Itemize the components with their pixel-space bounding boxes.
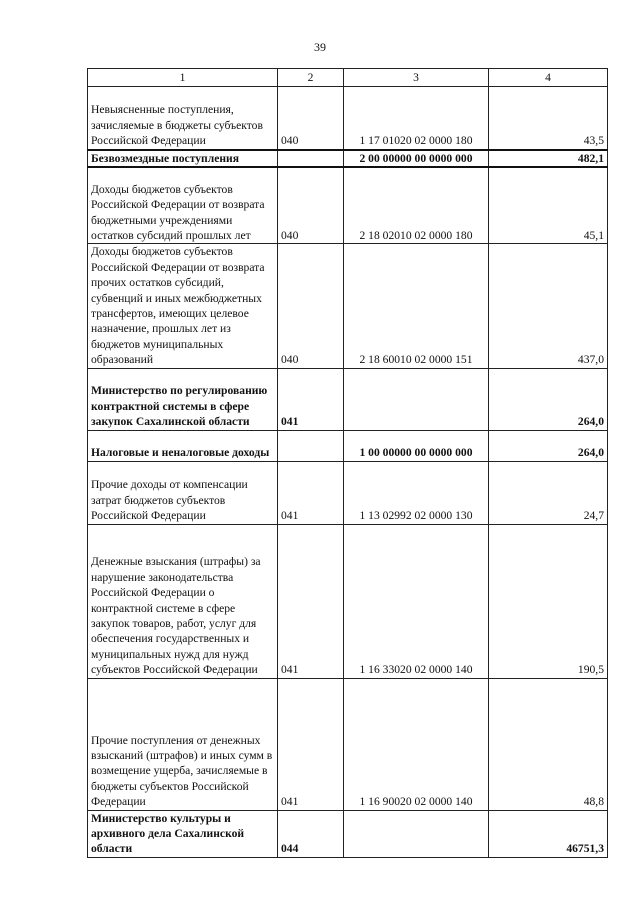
- row-admin-code: 041: [278, 368, 344, 430]
- header-col-4: 4: [489, 69, 608, 87]
- table-row: [88, 810, 608, 857]
- row-admin-code: 040: [278, 87, 344, 150]
- row-amount: 190,5: [489, 524, 608, 678]
- row-description: Налоговые и неналоговые доходы: [88, 430, 278, 461]
- row-budget-code: 2 18 60010 02 0000 151: [344, 244, 489, 368]
- row-budget-code: [344, 368, 489, 430]
- row-description: Безвозмездные поступления: [88, 150, 278, 167]
- table-row: [88, 368, 608, 430]
- row-amount: 45,1: [489, 167, 608, 244]
- row-budget-code: 1 00 00000 00 0000 000: [344, 430, 489, 461]
- row-amount: 437,0: [489, 244, 608, 368]
- row-budget-code: 1 13 02992 02 0000 130: [344, 461, 489, 524]
- row-budget-code: 1 16 90020 02 0000 140: [344, 678, 489, 810]
- row-admin-code: [278, 430, 344, 461]
- table-row: [88, 244, 608, 368]
- row-description: Прочие поступления от денежных взысканий (штрафов) и иных сумм в возмещение ущерба, зачисляемые в бюджеты субъектов Российской Федерации: [88, 678, 278, 810]
- page-number: 39: [314, 40, 326, 54]
- row-description: Прочие доходы от компенсации затрат бюджетов субъектов Российской Федерации: [88, 461, 278, 524]
- revenue-table: [87, 68, 608, 858]
- row-budget-code: [344, 810, 489, 857]
- row-description: Невыясненные поступления, зачисляемые в бюджеты субъектов Российской Федерации: [88, 87, 278, 150]
- row-description: Министерство культуры и архивного дела Сахалинской области: [88, 810, 278, 857]
- row-admin-code: [278, 150, 344, 167]
- row-admin-code: 040: [278, 244, 344, 368]
- row-amount: 48,8: [489, 678, 608, 810]
- row-amount: 264,0: [489, 430, 608, 461]
- row-amount: 46751,3: [489, 810, 608, 857]
- row-amount: 264,0: [489, 368, 608, 430]
- table-row: [88, 461, 608, 524]
- row-amount: 43,5: [489, 87, 608, 150]
- table-row: [88, 87, 608, 150]
- table-row: [88, 167, 608, 244]
- row-admin-code: 041: [278, 524, 344, 678]
- row-amount: 482,1: [489, 150, 608, 167]
- table-row: [88, 524, 608, 678]
- row-admin-code: 041: [278, 678, 344, 810]
- row-description: Доходы бюджетов субъектов Российской Федерации от возврата прочих остатков субсидий, субвенций и иных межбюджетных трансфертов, имеющих целевое назначение, прошлых лет из бюджетов муниципальных образований: [88, 244, 278, 368]
- row-amount: 24,7: [489, 461, 608, 524]
- header-col-2: 2: [278, 69, 344, 87]
- row-description: Доходы бюджетов субъектов Российской Федерации от возврата бюджетными учреждениями остатков субсидий прошлых лет: [88, 167, 278, 244]
- row-admin-code: 041: [278, 461, 344, 524]
- table-row: [88, 678, 608, 810]
- table-row: [88, 150, 608, 167]
- row-budget-code: 1 16 33020 02 0000 140: [344, 524, 489, 678]
- header-col-3: 3: [344, 69, 489, 87]
- table-header-row: [88, 69, 608, 87]
- row-budget-code: 2 18 02010 02 0000 180: [344, 167, 489, 244]
- table-row: [88, 430, 608, 461]
- header-col-1: 1: [88, 69, 278, 87]
- row-description: Денежные взыскания (штрафы) за нарушение законодательства Российской Федерации о контрактной системе в сфере закупок товаров, работ, услуг для обеспечения государственных и муниципальных нужд для нужд субъектов Российской Федерации: [88, 524, 278, 678]
- row-budget-code: 1 17 01020 02 0000 180: [344, 87, 489, 150]
- row-admin-code: 044: [278, 810, 344, 857]
- row-budget-code: 2 00 00000 00 0000 000: [344, 150, 489, 167]
- row-description: Министерство по регулированию контрактной системы в сфере закупок Сахалинской области: [88, 368, 278, 430]
- row-admin-code: 040: [278, 167, 344, 244]
